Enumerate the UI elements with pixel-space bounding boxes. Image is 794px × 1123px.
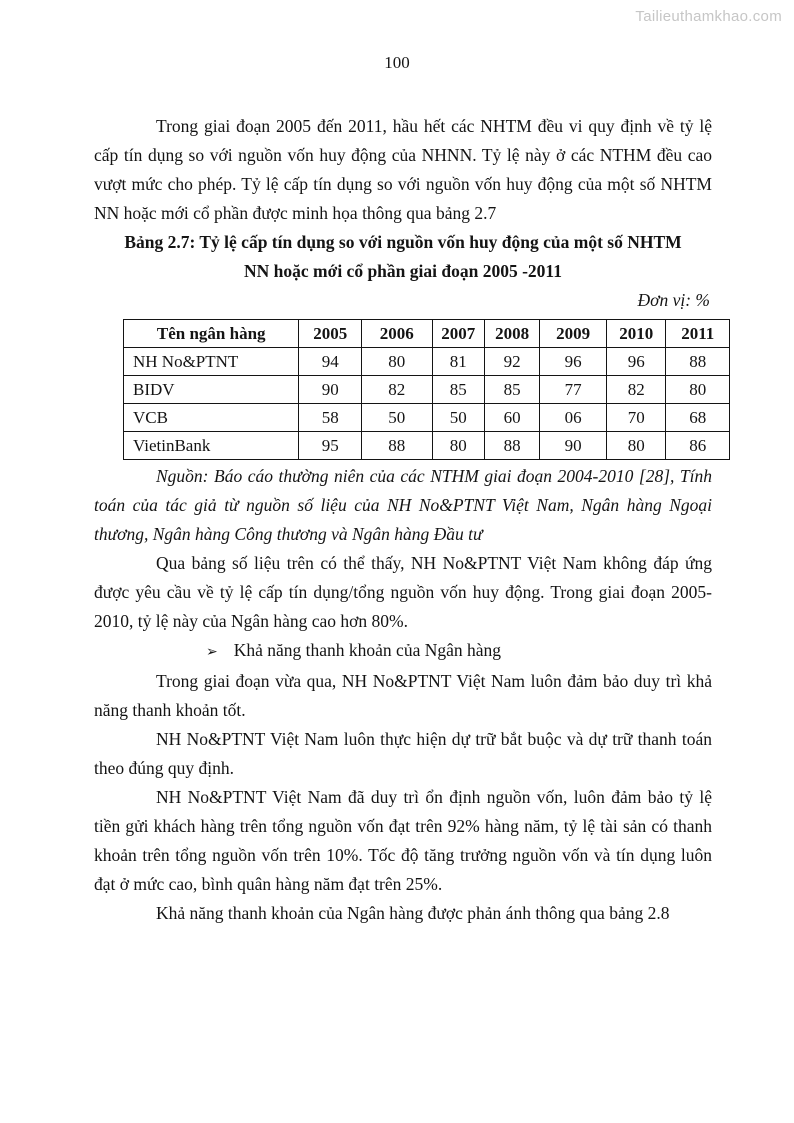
table-cell: 94 bbox=[299, 348, 362, 376]
table-header-cell: 2008 bbox=[484, 320, 539, 348]
table-cell: 88 bbox=[484, 432, 539, 460]
table-cell: 68 bbox=[666, 404, 730, 432]
table-title-line1: Bảng 2.7: Tỷ lệ cấp tín dụng so với nguồn vốn huy động của một số NHTM bbox=[124, 232, 682, 252]
table-cell: 60 bbox=[484, 404, 539, 432]
paragraph-closing: Khả năng thanh khoản của Ngân hàng được phản ánh thông qua bảng 2.8 bbox=[156, 903, 670, 923]
table-cell: 96 bbox=[540, 348, 607, 376]
table-cell: 50 bbox=[432, 404, 484, 432]
table-cell: 90 bbox=[540, 432, 607, 460]
table-header-cell: Tên ngân hàng bbox=[124, 320, 299, 348]
table-row bbox=[124, 376, 730, 404]
bank-name-cell: VCB bbox=[124, 404, 299, 432]
table-row bbox=[124, 348, 730, 376]
page-content bbox=[94, 112, 715, 928]
table-row bbox=[124, 404, 730, 432]
unit-label: Đơn vị: % bbox=[637, 290, 710, 310]
bank-name-cell: NH No&PTNT bbox=[124, 348, 299, 376]
arrow-bullet-icon: ➢ bbox=[206, 644, 218, 660]
table-header-cell: 2007 bbox=[432, 320, 484, 348]
table-cell: 85 bbox=[432, 376, 484, 404]
table-header-cell: 2005 bbox=[299, 320, 362, 348]
table-header-row bbox=[124, 320, 730, 348]
table-cell: 86 bbox=[666, 432, 730, 460]
bullet-item bbox=[94, 636, 712, 667]
table-cell: 06 bbox=[540, 404, 607, 432]
table-row bbox=[124, 432, 730, 460]
paragraph-intro: Trong giai đoạn 2005 đến 2011, hầu hết các NHTM đều vi quy định về tỷ lệ cấp tín dụng so với nguồn vốn huy động của NHNN. Tỷ lệ này ở các NTHM đều cao vượt mức cho phép. Tỷ lệ cấp tín dụng so với nguồn vốn huy động của một số NHTM NN hoặc mới cổ phần được minh họa thông qua bảng 2.7 bbox=[94, 116, 712, 223]
paragraph-liquidity-2: NH No&PTNT Việt Nam luôn thực hiện dự trữ bắt buộc và dự trữ thanh toán theo đúng quy định. bbox=[94, 729, 712, 778]
table-cell: 70 bbox=[606, 404, 665, 432]
table-title-line2: NN hoặc mới cổ phần giai đoạn 2005 -2011 bbox=[244, 261, 562, 281]
table-cell: 80 bbox=[606, 432, 665, 460]
table-title bbox=[94, 228, 712, 286]
table-cell: 80 bbox=[666, 376, 730, 404]
paragraph-liquidity-1: Trong giai đoạn vừa qua, NH No&PTNT Việt Nam luôn đảm bảo duy trì khả năng thanh khoản tốt. bbox=[94, 671, 712, 720]
table-cell: 88 bbox=[361, 432, 432, 460]
table-cell: 95 bbox=[299, 432, 362, 460]
data-table bbox=[123, 319, 730, 460]
table-cell: 82 bbox=[606, 376, 665, 404]
table-cell: 77 bbox=[540, 376, 607, 404]
bullet-item-label: Khả năng thanh khoản của Ngân hàng bbox=[233, 640, 502, 660]
table-cell: 88 bbox=[666, 348, 730, 376]
table-cell: 50 bbox=[361, 404, 432, 432]
table-source-note: Nguồn: Báo cáo thường niên của các NTHM giai đoạn 2004-2010 [28], Tính toán của tác giả từ nguồn số liệu của NH No&PTNT Việt Nam, Ngân hàng Ngoại thương, Ngân hàng Công thương và Ngân hàng Đầu tư bbox=[94, 466, 712, 544]
bank-name-cell: BIDV bbox=[124, 376, 299, 404]
table-cell: 96 bbox=[606, 348, 665, 376]
paragraph-analysis: Qua bảng số liệu trên có thể thấy, NH No&PTNT Việt Nam không đáp ứng được yêu cầu về tỷ lệ cấp tín dụng/tổng nguồn vốn huy động. Trong giai đoạn 2005-2010, tỷ lệ này của Ngân hàng cao hơn 80%. bbox=[94, 553, 712, 631]
table-cell: 80 bbox=[432, 432, 484, 460]
table-cell: 80 bbox=[361, 348, 432, 376]
page-number: 100 bbox=[384, 53, 410, 72]
table-header-cell: 2009 bbox=[540, 320, 607, 348]
bank-name-cell: VietinBank bbox=[124, 432, 299, 460]
watermark: Tailieuthamkhao.com bbox=[635, 8, 782, 25]
table-cell: 85 bbox=[484, 376, 539, 404]
table-cell: 58 bbox=[299, 404, 362, 432]
table-cell: 92 bbox=[484, 348, 539, 376]
table-cell: 90 bbox=[299, 376, 362, 404]
table-cell: 81 bbox=[432, 348, 484, 376]
table-header-cell: 2010 bbox=[606, 320, 665, 348]
table-header-cell: 2006 bbox=[361, 320, 432, 348]
paragraph-liquidity-3: NH No&PTNT Việt Nam đã duy trì ổn định nguồn vốn, luôn đảm bảo tỷ lệ tiền gửi khách hàng trên tổng nguồn vốn đạt trên 92% hàng năm, tỷ lệ tài sản có thanh khoản trên tổng nguồn vốn trên 10%. Tốc độ tăng trưởng nguồn vốn và tín dụng luôn đạt ở mức cao, bình quân hàng năm đạt trên 25%. bbox=[94, 787, 712, 894]
table-cell: 82 bbox=[361, 376, 432, 404]
table-header-cell: 2011 bbox=[666, 320, 730, 348]
